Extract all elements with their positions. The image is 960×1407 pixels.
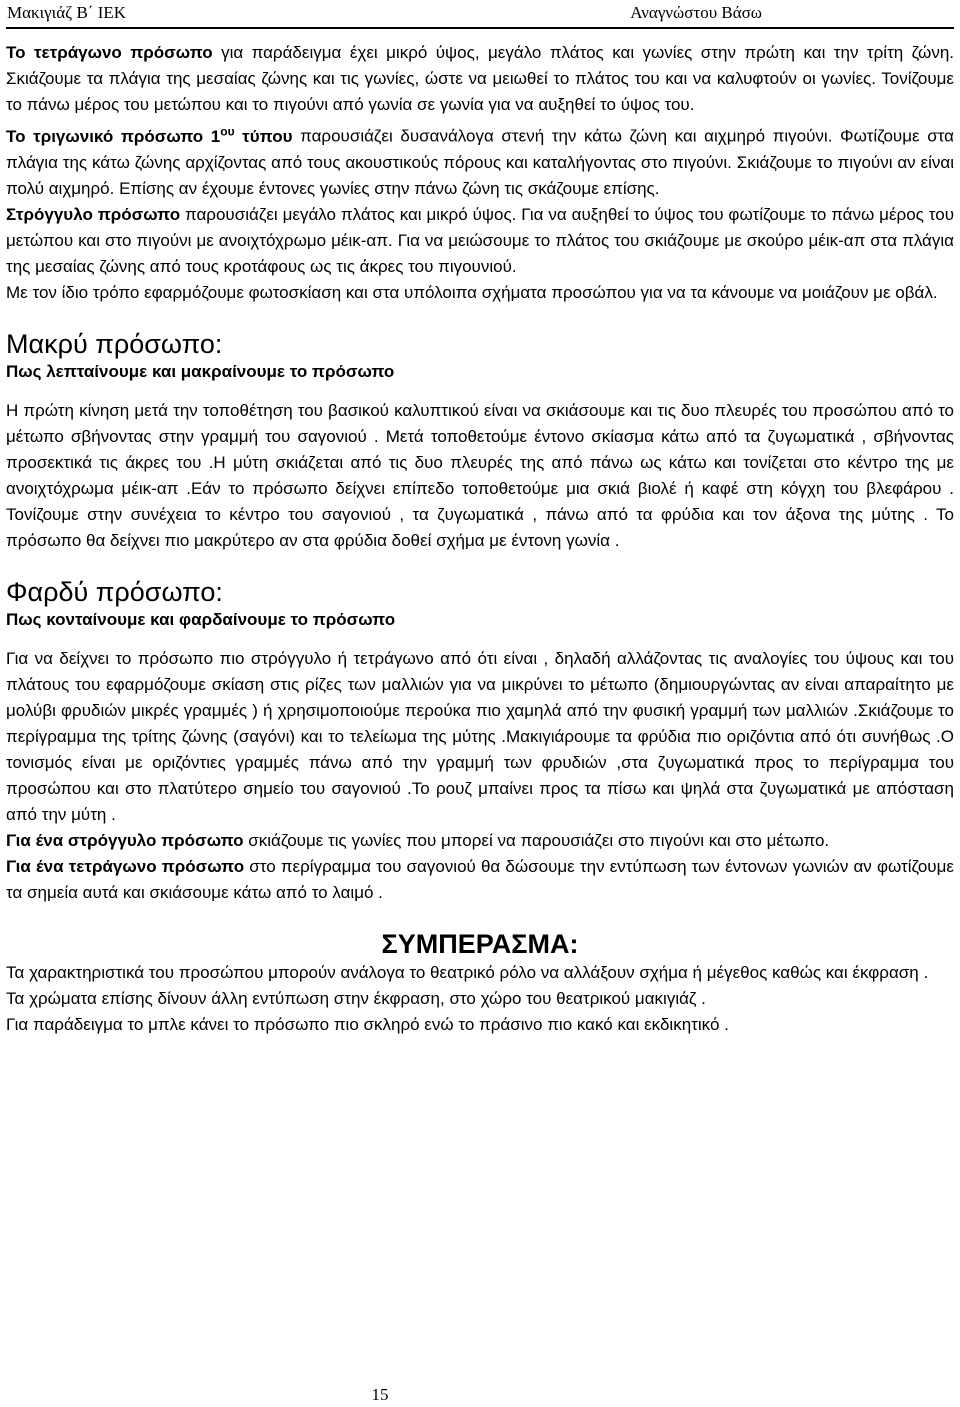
- paragraph-text: σκιάζουμε τις γωνίες που μπορεί να παρουσιάζει στο πιγούνι και στο μέτωπο.: [243, 830, 830, 850]
- page-number: 15: [371, 1385, 389, 1404]
- paragraph-square-face-tip: [6, 854, 954, 906]
- section-title-wide-face: Φαρδύ πρόσωπο:: [6, 576, 223, 607]
- header-right: Αναγνώστου Βάσω: [630, 3, 762, 22]
- paragraph-round-face-tip: [6, 828, 954, 854]
- section-subtitle-wide-face: Πως κονταίνουμε και φαρδαίνουμε το πρόσωπο: [6, 609, 396, 629]
- page-header: [0, 0, 960, 30]
- term-square-face-tip: Για ένα τετράγωνο πρόσωπο: [6, 856, 245, 876]
- term-square-face: Το τετράγωνο πρόσωπο: [6, 43, 213, 62]
- section-subtitle-long-face: Πως λεπταίνουμε και μακραίνουμε το πρόσωπο: [6, 361, 395, 381]
- paragraph-text: παρουσιάζει δυσανάλογα στενή την κάτω ζώνη και αιχμηρό πιγούνι. Φωτίζουμε στα πλάγια της κάτω ζώνης αρχίζοντας από τους ακουστικούς πόρους και καταλήγοντας στο πιγούνι. Σκιάζουμε το πιγούνι αν είναι πολύ αιχμηρό. Επίσης αν έχουμε έντονες γωνίες στην πάνω ζώνη τις σκάζουμε επίσης.: [6, 126, 954, 198]
- term-round-face-tip: Για ένα στρόγγυλο πρόσωπο: [6, 830, 244, 850]
- paragraph-round-face: [6, 202, 954, 280]
- term-round-face: Στρόγγυλο πρόσωπο: [6, 204, 181, 224]
- superscript: ου: [220, 124, 235, 138]
- section-title-long-face: Μακρύ πρόσωπο:: [6, 328, 223, 359]
- conclusion-line-1: Τα χαρακτηριστικά του προσώπου μπορούν ανάλογα το θεατρικό ρόλο να αλλάξουν σχήμα ή μέγεθος καθώς και έκφραση .: [6, 962, 929, 982]
- header-rule: [6, 27, 954, 29]
- paragraph-square-face: [6, 40, 954, 118]
- paragraph-triangular-face: [6, 118, 954, 202]
- term-text: τύπου: [234, 126, 293, 146]
- conclusion-line-3: Για παράδειγμα το μπλε κάνει το πρόσωπο πιο σκληρό ενώ το πράσινο πιο κακό και εκδικητικό .: [6, 1014, 729, 1034]
- term-text: Το τριγωνικό πρόσωπο 1: [6, 126, 221, 146]
- paragraph-wide-face: Για να δείχνει το πρόσωπο πιο στρόγγυλο ή τετράγωνο από ότι είναι , δηλαδή αλλάζοντας τις αναλογίες του ύψους και του πλάτους του εφαρμόζουμε σκίαση στις ρίζες των μαλλιών για να μικρύνει το μέτωπο (δημιουργώντας αν είναι απαραίτητο με μολύβι φρυδιών μικρές γραμμές ) ή χρησιμοποιούμε περούκα πιο χαμηλά από την φυσική γραμμή των μαλλιών .Σκιάζουμε το περίγραμμα της τρίτης ζώνης (σαγόνι) και το τελείωμα της μύτης .Μακιγιάρουμε τα φρύδια πιο οριζόντια από ότι συνήθως .Ο τονισμός είναι με οριζόντιες γραμμές πάνω από την γραμμή των φρυδιών ,στα ζυγωματικά προς το περίγραμμα του προσώπου και στο πλατύτερο σημείο του σαγονιού .Το ρουζ μπαίνει προς τα πίσω και ψηλά στα ζυγωματικά με απόσταση από την μύτη .: [6, 648, 954, 824]
- paragraph-text: για παράδειγμα έχει μικρό ύψος, μεγάλο πλάτος και γωνίες στην πρώτη και την τρίτη ζώνη. Σκιάζουμε τα πλάγια της μεσαίας ζώνης και τις γωνίες, ώστε να μειωθεί το πλάτος του και να καλυφτούν οι γωνίες. Τονίζουμε το πάνω μέρος του μετώπου και το πιγούνι από γωνία σε γωνία για να αυξηθεί το ύψος του.: [6, 43, 954, 114]
- paragraph-text: στο περίγραμμα του σαγονιού θα δώσουμε την εντύπωση των έντονων γωνιών αν φωτίζουμε τα σημεία αυτά και σκιάσουμε κάτω από το λαιμό .: [6, 856, 954, 902]
- header-left: Μακιγιάζ Β΄ ΙΕΚ: [7, 3, 127, 22]
- paragraph-oval-summary: Με τον ίδιο τρόπο εφαρμόζουμε φωτοσκίαση και στα υπόλοιπα σχήματα προσώπου για να τα κάνουμε να μοιάζουν με οβάλ.: [6, 282, 938, 302]
- document-body: [6, 40, 954, 1038]
- paragraph-text: παρουσιάζει μεγάλο πλάτος και μικρό ύψος. Για να αυξηθεί το ύψος του φωτίζουμε το πάνω μέρος του μετώπου και στο πιγούνι με ανοιχτόχρωμο μέικ-απ. Για να μειώσουμε το πλάτος του σκιάζουμε με σκούρο μέικ-απ στα πλάγια της μεσαίας ζώνης από τους κροτάφους ως τις άκρες του πιγουνιού.: [6, 204, 954, 276]
- conclusion-title: ΣΥΜΠΕΡΑΣΜΑ:: [381, 928, 579, 959]
- conclusion-line-2: Τα χρώματα επίσης δίνουν άλλη εντύπωση στην έκφραση, στο χώρο του θεατρικού μακιγιάζ .: [6, 988, 706, 1008]
- term-triangular-face: [6, 124, 293, 146]
- paragraph-long-face: Η πρώτη κίνηση μετά την τοποθέτηση του βασικού καλυπτικού είναι να σκιάσουμε και τις δυο πλευρές του προσώπου από το μέτωπο σβήνοντας στην γραμμή του σαγονιού . Μετά τοποθετούμε έντονο σκίασμα κάτω από τα ζυγωματικά , σβήνοντας προσεκτικά τις άκρες του .Η μύτη σκιάζεται από τις δυο πλευρές της από πάνω ως κάτω και τονίζεται στο κέντρο της με ανοιχτόχρωμα μέικ-απ .Εάν το πρόσωπο δείχνει επίπεδο τοποθετούμε μια σκιά βιολέ ή καφέ στη κόγχη του βλεφάρου . Τονίζουμε στην συνέχεια το κέντρο του σαγονιού , τα ζυγωματικά , πάνω από τα φρύδια και τον άξονα της μύτης . Το πρόσωπο θα δείχνει πιο μακρύτερο αν στα φρύδια δοθεί σχήμα με έντονη γωνία .: [6, 400, 954, 550]
